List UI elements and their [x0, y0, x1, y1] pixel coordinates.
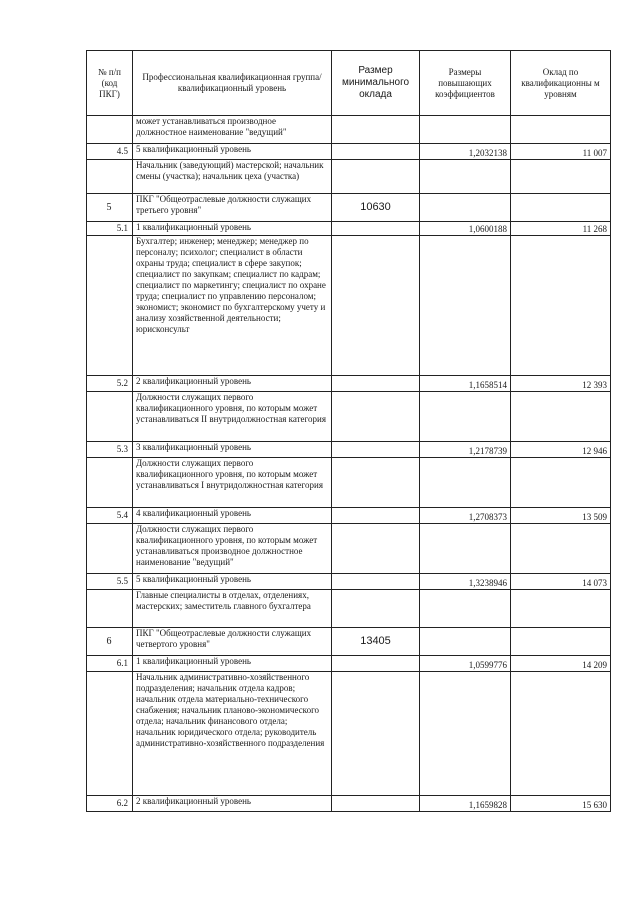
row-min-salary — [332, 508, 420, 524]
row-number: 5.4 — [87, 508, 133, 524]
row-coefficient — [420, 392, 511, 442]
row-number: 6.2 — [87, 796, 133, 812]
row-name: Начальник (заведующий) мастерской; начальник смены (участка); начальник цеха (участка) — [133, 160, 332, 194]
row-coefficient — [420, 116, 511, 144]
row-number: 6.1 — [87, 656, 133, 672]
row-min-salary — [332, 160, 420, 194]
level-row — [87, 796, 611, 812]
header-num: № п/п (код ПКГ) — [87, 51, 133, 116]
description-row — [87, 672, 611, 796]
row-name: 5 квалификационный уровень — [133, 144, 332, 160]
level-row — [87, 442, 611, 458]
row-salary: 13 509 — [511, 508, 611, 524]
row-name: 2 квалификационный уровень — [133, 796, 332, 812]
row-number — [87, 160, 133, 194]
row-name: Начальник административно-хозяйственного подразделения; начальник отдела кадров; начальник отдела материально-технического снабжения; начальник планово-экономического отдела; начальник финансового отдела; начальник юридического отдела; руководитель административно-хозяйственного подразделения — [133, 672, 332, 796]
row-coefficient — [420, 628, 511, 656]
row-coefficient: 1,0599776 — [420, 656, 511, 672]
row-salary — [511, 458, 611, 508]
row-min-salary — [332, 442, 420, 458]
row-name: 1 квалификационный уровень — [133, 656, 332, 672]
row-salary — [511, 672, 611, 796]
row-min-salary — [332, 144, 420, 160]
description-row — [87, 160, 611, 194]
row-name: 3 квалификационный уровень — [133, 442, 332, 458]
row-name: 2 квалификационный уровень — [133, 376, 332, 392]
row-min-salary — [332, 672, 420, 796]
row-name: Бухгалтер; инженер; менеджер; менеджер по персоналу; психолог; специалист в области охраны труда; специалист в сфере закупок; специалист по закупкам; специалист по кадрам; специалист по маркетингу; специалист по охране труда; специалист по управлению персоналом; экономист; экономист по бухгалтерскому учету и анализу хозяйственной деятельности; юрисконсульт — [133, 236, 332, 376]
group-row — [87, 628, 611, 656]
row-salary: 12 393 — [511, 376, 611, 392]
row-coefficient: 1,2032138 — [420, 144, 511, 160]
row-min-salary — [332, 222, 420, 236]
row-coefficient — [420, 524, 511, 574]
level-row — [87, 508, 611, 524]
row-salary — [511, 392, 611, 442]
row-coefficient — [420, 194, 511, 222]
row-coefficient — [420, 458, 511, 508]
header-name: Профессиональная квалификационная группа/квалификационный уровень — [133, 51, 332, 116]
header-salary: Оклад по квалификационны м уровням — [511, 51, 611, 116]
row-salary — [511, 116, 611, 144]
level-row — [87, 574, 611, 590]
header-coefficients: Размеры повышающих коэффициентов — [420, 51, 511, 116]
row-number: 4.5 — [87, 144, 133, 160]
row-coefficient: 1,0600188 — [420, 222, 511, 236]
description-row — [87, 524, 611, 574]
row-name: 1 квалификационный уровень — [133, 222, 332, 236]
row-min-salary — [332, 656, 420, 672]
row-number — [87, 116, 133, 144]
row-coefficient: 1,2178739 — [420, 442, 511, 458]
row-min-salary — [332, 590, 420, 628]
row-name: Должности служащих первого квалификационного уровня, по которым может устанавливаться производное должностное наименование "ведущий" — [133, 524, 332, 574]
description-row — [87, 116, 611, 144]
row-name: ПКГ "Общеотраслевые должности служащих третьего уровня" — [133, 194, 332, 222]
row-coefficient: 1,3238946 — [420, 574, 511, 590]
description-row — [87, 392, 611, 442]
level-row — [87, 656, 611, 672]
row-number: 5.2 — [87, 376, 133, 392]
row-coefficient — [420, 160, 511, 194]
row-number — [87, 236, 133, 376]
row-number — [87, 458, 133, 508]
row-number — [87, 672, 133, 796]
row-coefficient: 1,1659828 — [420, 796, 511, 812]
row-min-salary — [332, 392, 420, 442]
row-min-salary — [332, 524, 420, 574]
row-coefficient: 1,2708373 — [420, 508, 511, 524]
row-number — [87, 590, 133, 628]
row-salary — [511, 524, 611, 574]
row-number: 5.1 — [87, 222, 133, 236]
salary-table — [86, 50, 611, 812]
row-salary: 14 073 — [511, 574, 611, 590]
row-min-salary — [332, 376, 420, 392]
row-number: 5.5 — [87, 574, 133, 590]
row-salary — [511, 628, 611, 656]
description-row — [87, 458, 611, 508]
level-row — [87, 376, 611, 392]
row-coefficient — [420, 236, 511, 376]
row-name: Должности служащих первого квалификационного уровня, по которым может устанавливаться II внутридолжностная категория — [133, 392, 332, 442]
row-name: Главные специалисты в отделах, отделениях, мастерских; заместитель главного бухгалтера — [133, 590, 332, 628]
row-min-salary — [332, 574, 420, 590]
row-salary — [511, 160, 611, 194]
description-row — [87, 590, 611, 628]
row-salary: 11 268 — [511, 222, 611, 236]
row-number: 5 — [87, 194, 133, 222]
table-body — [87, 116, 611, 812]
row-number — [87, 524, 133, 574]
row-number: 6 — [87, 628, 133, 656]
row-min-salary — [332, 116, 420, 144]
row-min-salary: 13405 — [332, 628, 420, 656]
row-salary: 12 946 — [511, 442, 611, 458]
row-min-salary — [332, 796, 420, 812]
salary-table-page — [86, 50, 610, 812]
row-coefficient — [420, 672, 511, 796]
row-name: 5 квалификационный уровень — [133, 574, 332, 590]
level-row — [87, 222, 611, 236]
row-coefficient: 1,1658514 — [420, 376, 511, 392]
row-name: Должности служащих первого квалификационного уровня, по которым может устанавливаться I внутридолжностная категория — [133, 458, 332, 508]
row-salary — [511, 236, 611, 376]
row-coefficient — [420, 590, 511, 628]
description-row — [87, 236, 611, 376]
header-min-salary: Размер минимального оклада — [332, 51, 420, 116]
row-number — [87, 392, 133, 442]
row-name: 4 квалификационный уровень — [133, 508, 332, 524]
row-min-salary — [332, 458, 420, 508]
row-min-salary — [332, 236, 420, 376]
row-name: ПКГ "Общеотраслевые должности служащих четвертого уровня" — [133, 628, 332, 656]
row-min-salary: 10630 — [332, 194, 420, 222]
row-salary — [511, 590, 611, 628]
row-salary: 11 007 — [511, 144, 611, 160]
row-salary: 14 209 — [511, 656, 611, 672]
row-number: 5.3 — [87, 442, 133, 458]
row-name: может устанавливаться производное должностное наименование "ведущий" — [133, 116, 332, 144]
row-salary — [511, 194, 611, 222]
group-row — [87, 194, 611, 222]
level-row — [87, 144, 611, 160]
row-salary: 15 630 — [511, 796, 611, 812]
table-header-row — [87, 51, 611, 116]
